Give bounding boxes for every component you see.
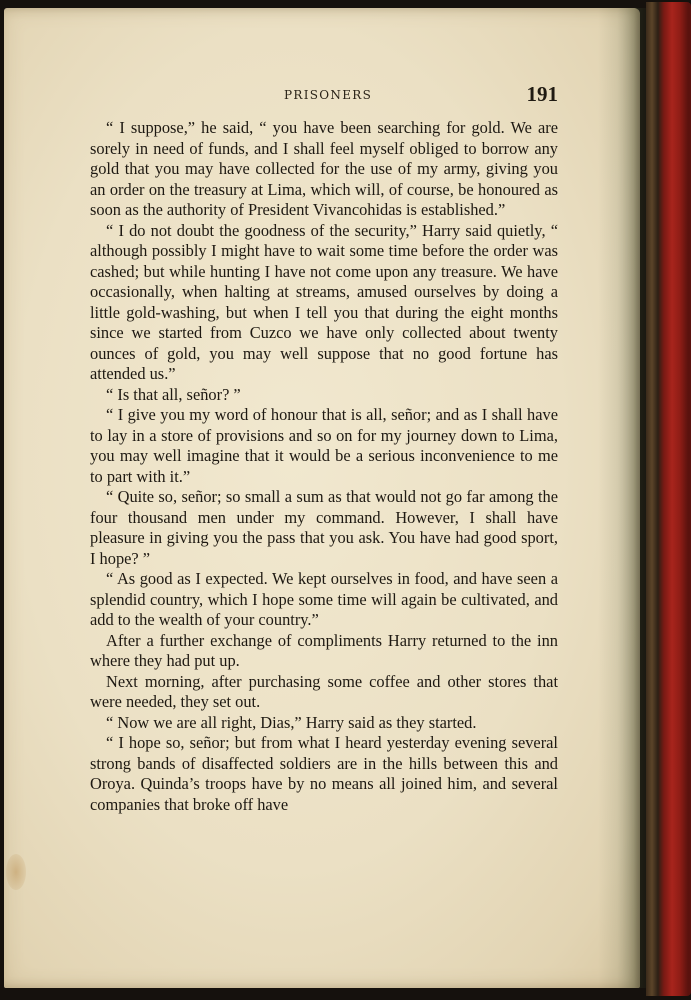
book-cover-edge xyxy=(646,2,691,996)
paragraph: “ As good as I expected. We kept ourselves in food, and have seen a splendid country, which I hope some time will again be cultivated, and add to the wealth of your country.” xyxy=(90,569,558,629)
paragraph: “ I give you my word of honour that is all, señor; and as I shall have to lay in a store of provisions and so on for my journey down to Lima, you may well imagine that it would be a serious inconvenience to me to part with it.” xyxy=(90,405,558,486)
page-header xyxy=(90,82,558,112)
paragraph: Next morning, after purchasing some coffee and other stores that were needed, they set out. xyxy=(90,671,558,711)
paragraph: “ I do not doubt the goodness of the security,” Harry said quietly, “ although possibly I might have to wait some time before the order was cashed; but while hunting I have not come upon any treasure. We have occasionally, when halting at streams, amused ourselves by doing a little gold-washing, but when I tell you that during the eight months since we started from Cuzco we have only collected about twenty ounces of gold, you may well suppose that no good fortune has attended us.” xyxy=(90,220,558,383)
paragraph: “ Now we are all right, Dias,” Harry said as they started. xyxy=(106,712,477,732)
body-text xyxy=(90,118,558,815)
running-head: PRISONERS xyxy=(284,88,373,102)
page-number: 191 xyxy=(526,82,558,106)
paragraph: “ Is that all, señor? ” xyxy=(106,384,241,404)
page-stain xyxy=(6,854,26,890)
paragraph: “ I hope so, señor; but from what I heard yesterday evening several strong bands of disaffected soldiers are in the hills between this and Oroya. Quinda’s troops have by no means all joined him, and several companies that broke off have xyxy=(90,733,558,814)
paragraph: After a further exchange of compliments Harry returned to the inn where they had put up. xyxy=(90,630,558,670)
paragraph: “ I suppose,” he said, “ you have been searching for gold. We are sorely in need of funds, and I shall feel myself obliged to borrow any gold that you may have collected for the use of my army, giving you an order on the treasury at Lima, which will, of course, be honoured as soon as the authority of President Vivancohidas is established.” xyxy=(90,118,558,219)
paragraph: “ Quite so, señor; so small a sum as that would not go far among the four thousand men under my command. However, I shall have pleasure in giving you the pass that you ask. You have had good sport, I hope? ” xyxy=(90,487,558,568)
